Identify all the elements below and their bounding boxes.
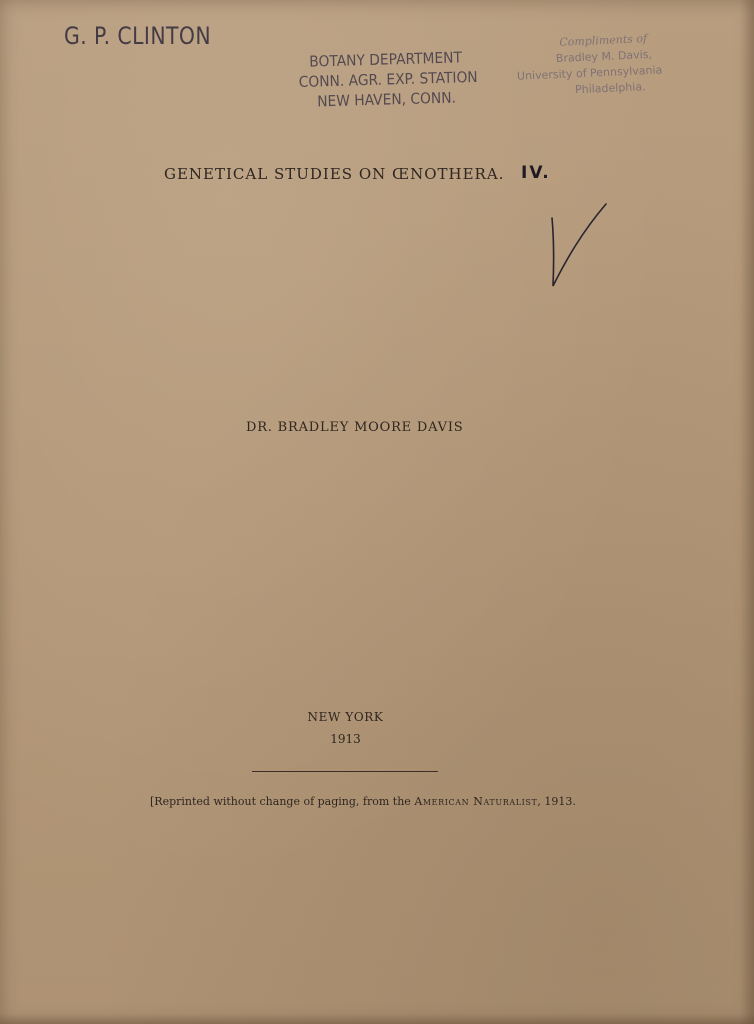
publication-year: 1913	[330, 732, 361, 746]
reprint-journal: American Naturalist	[414, 795, 538, 808]
divider-rule	[252, 771, 438, 772]
owner-stamp: G. P. CLINTON	[64, 22, 212, 50]
paper-edge-shadow	[740, 0, 754, 1024]
department-stamp-line: CONN. AGR. EXP. STATION	[298, 67, 478, 91]
publication-place: NEW YORK	[307, 710, 384, 724]
compliments-stamp	[488, 29, 691, 102]
paper-bottom-shadow	[0, 1014, 754, 1024]
compliments-line: Compliments of	[559, 32, 648, 49]
department-stamp-line: BOTANY DEPARTMENT	[309, 48, 463, 71]
department-stamp-line: NEW HAVEN, CONN.	[316, 88, 457, 111]
reprint-note-prefix: [Reprinted without change of paging, from the	[150, 795, 415, 808]
handwritten-volume-numeral: IV.	[521, 163, 551, 183]
department-stamp	[298, 47, 478, 112]
compliments-line: Bradley M. Davis,	[555, 47, 653, 66]
author-name: DR. BRADLEY MOORE DAVIS	[246, 420, 464, 435]
reprint-note-suffix: , 1913.	[537, 795, 576, 808]
handwritten-check-mark	[544, 200, 614, 292]
reprint-note	[150, 795, 576, 808]
compliments-line: Philadelphia.	[574, 80, 646, 97]
compliments-line: University of Pennsylvania	[516, 63, 663, 83]
document-title: GENETICAL STUDIES ON ŒNOTHERA.	[164, 165, 505, 183]
